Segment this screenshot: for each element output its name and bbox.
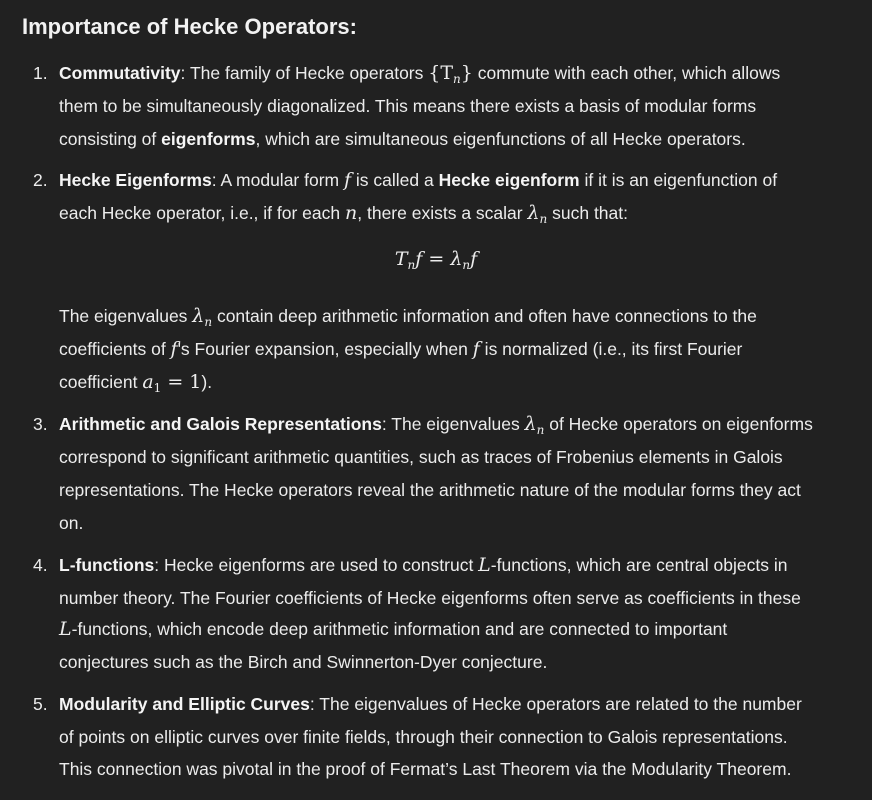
text-line: coefficients of f's Fourier expansion, especially when f is normalized (i.e., its first Fourier [59, 338, 743, 360]
text-line: them to be simultaneously diagonalized. This means there exists a basis of modular forms [59, 96, 757, 116]
text-line: Commutativity: The family of Hecke operators $\{T_n\}$ commute with each other, which allows [59, 62, 781, 86]
list-number: 4. [33, 555, 48, 575]
display-equation: $T_nf = \lambda_nf$ [394, 248, 478, 272]
text-line: Hecke Eigenforms: A modular form f is called a Hecke eigenform if it is an eigenfunction of [59, 169, 778, 191]
list-number: 2. [33, 170, 48, 190]
text-line: each Hecke operator, i.e., if for each n, there exists a scalar $\lambda_n$ such that: [59, 202, 628, 226]
text-line: on. [59, 513, 84, 533]
list-number: 1. [33, 63, 48, 83]
text-line: L-functions, which encode deep arithmetic information and are connected to important [59, 618, 728, 640]
text-line: of points on elliptic curves over finite fields, through their connection to Galois representations. [59, 727, 788, 747]
text-line: conjectures such as the Birch and Swinnerton-Dyer conjecture. [59, 652, 548, 672]
text-line: The eigenvalues $\lambda_n$ contain deep arithmetic information and often have connections to the [59, 305, 757, 329]
text-line: Modularity and Elliptic Curves: The eigenvalues of Hecke operators are related to the number [59, 694, 802, 714]
list-number: 3. [33, 414, 48, 434]
text-line: consisting of eigenforms, which are simultaneous eigenfunctions of all Hecke operators. [59, 129, 746, 149]
text-line: representations. The Hecke operators reveal the arithmetic nature of the modular forms they act [59, 480, 801, 500]
section-heading: Importance of Hecke Operators: [22, 14, 357, 39]
text-line: coefficient $a_1 = 1$). [59, 371, 213, 395]
text-line: This connection was pivotal in the proof of Fermat’s Last Theorem via the Modularity Theorem. [59, 759, 792, 779]
text-line: correspond to significant arithmetic quantities, such as traces of Frobenius elements in Galois [59, 447, 783, 467]
text-line: Arithmetic and Galois Representations: The eigenvalues $\lambda_n$ of Hecke operators on eigenforms [59, 413, 813, 437]
text-line: number theory. The Fourier coefficients of Hecke eigenforms often serve as coefficients in these [59, 588, 801, 608]
text-line: L-functions: Hecke eigenforms are used to construct L-functions, which are central objects in [59, 554, 788, 576]
list-number: 5. [33, 694, 48, 714]
